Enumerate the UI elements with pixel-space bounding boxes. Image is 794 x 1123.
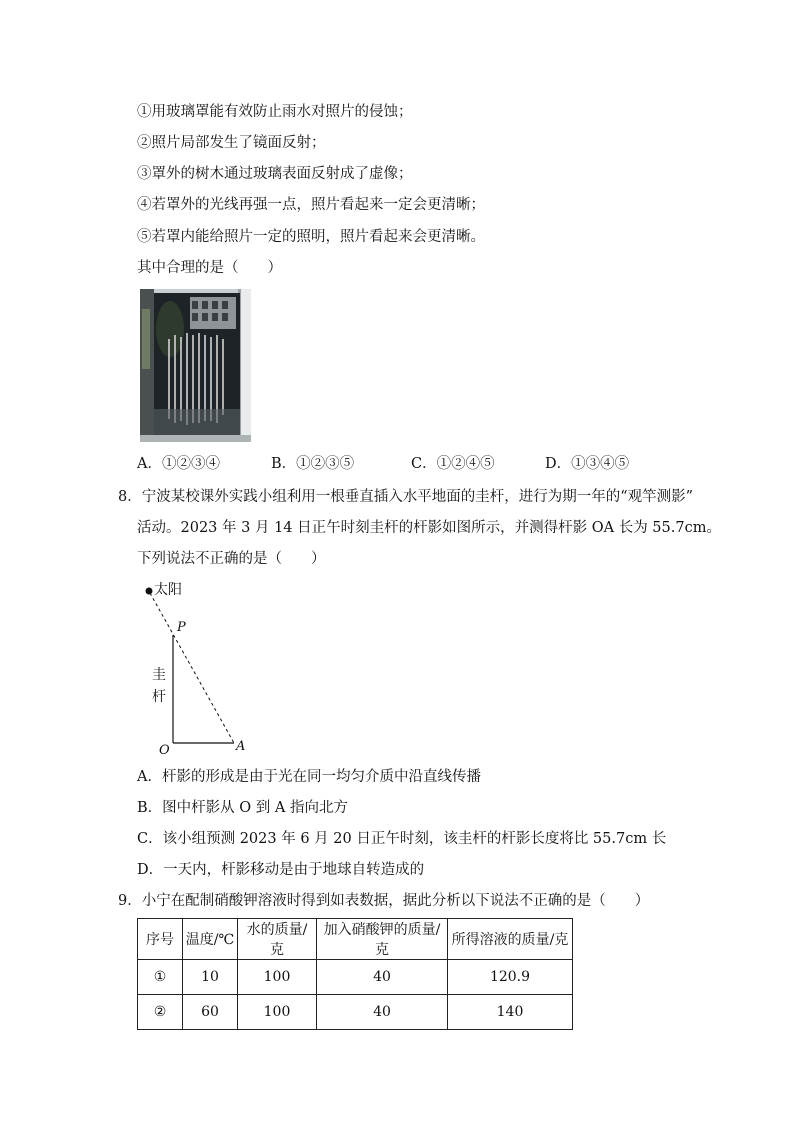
table-cell: 60 [183,995,238,1030]
q8-option-c[interactable]: C．该小组预测 2023 年 6 月 20 日正午时刻，该圭杆的杆影长度将比 55.7cm 长 [137,831,667,847]
q8-gnomon-diagram [130,578,270,758]
q8-option-b[interactable]: B．图中杆影从 O 到 A 指向北方 [137,800,348,816]
table-cell: 10 [183,960,238,995]
q8-line-1: 8．宁波某校课外实践小组利用一根垂直插入水平地面的圭杆，进行为期一年的“观竿测影” [118,489,694,505]
pole-label-1: 圭 [152,667,166,683]
q8-option-d[interactable]: D．一天内，杆影移动是由于地球自转造成的 [137,862,425,878]
table-header-row [138,919,573,960]
table-row [138,995,573,1030]
q8-option-a[interactable]: A．杆影的形成是由于光在同一均匀介质中沿直线传播 [137,769,481,785]
table-cell: 40 [317,995,448,1030]
q9-data-table [137,918,573,1030]
table-cell: 40 [317,960,448,995]
table-cell: 120.9 [448,960,573,995]
o-label: O [159,743,170,758]
q7-option-a[interactable]: A．①②③④ [137,456,220,472]
q8-question: 下列说法不正确的是（ ） [137,551,326,567]
table-header-cell: 序号 [138,919,183,960]
a-label: A [236,739,246,754]
q7-statement-4: ④若罩外的光线再强一点，照片看起来一定会更清晰； [137,197,485,213]
q7-statement-2: ②照片局部发生了镜面反射； [137,135,326,151]
table-header-cell: 所得溶液的质量/克 [448,919,573,960]
q7-statement-5: ⑤若罩内能给照片一定的照明，照片看起来会更清晰。 [137,229,485,245]
q7-question: 其中合理的是（ ） [137,260,282,276]
table-cell: 100 [238,960,317,995]
q8-line-2: 活动。2023 年 3 月 14 日正午时刻圭杆的杆影如图所示，并测得杆影 OA 长为 55.7cm。 [137,520,721,536]
table-header-cell: 温度/℃ [183,919,238,960]
p-label: P [177,620,186,635]
table-cell: 100 [238,995,317,1030]
q7-option-c[interactable]: C．①②④⑤ [411,456,495,472]
table-header-cell: 加入硝酸钾的质量/克 [317,919,448,960]
sun-label: 太阳 [154,582,182,598]
table-row [138,960,573,995]
sun-dot [146,588,153,595]
q7-option-b[interactable]: B．①②③⑤ [271,456,355,472]
q7-statement-1: ①用玻璃罩能有效防止雨水对照片的侵蚀； [137,104,413,120]
q7-option-d[interactable]: D．①③④⑤ [545,456,630,472]
table-cell: ② [138,995,183,1030]
table-cell: ① [138,960,183,995]
table-cell: 140 [448,995,573,1030]
q7-photo [140,289,251,442]
q9-question: 9．小宁在配制硝酸钾溶液时得到如表数据，据此分析以下说法不正确的是（ ） [118,893,650,909]
q7-statement-3: ③罩外的树木通过玻璃表面反射成了虚像； [137,166,413,182]
pole-label-2: 杆 [152,689,166,705]
table-header-cell: 水的质量/克 [238,919,317,960]
